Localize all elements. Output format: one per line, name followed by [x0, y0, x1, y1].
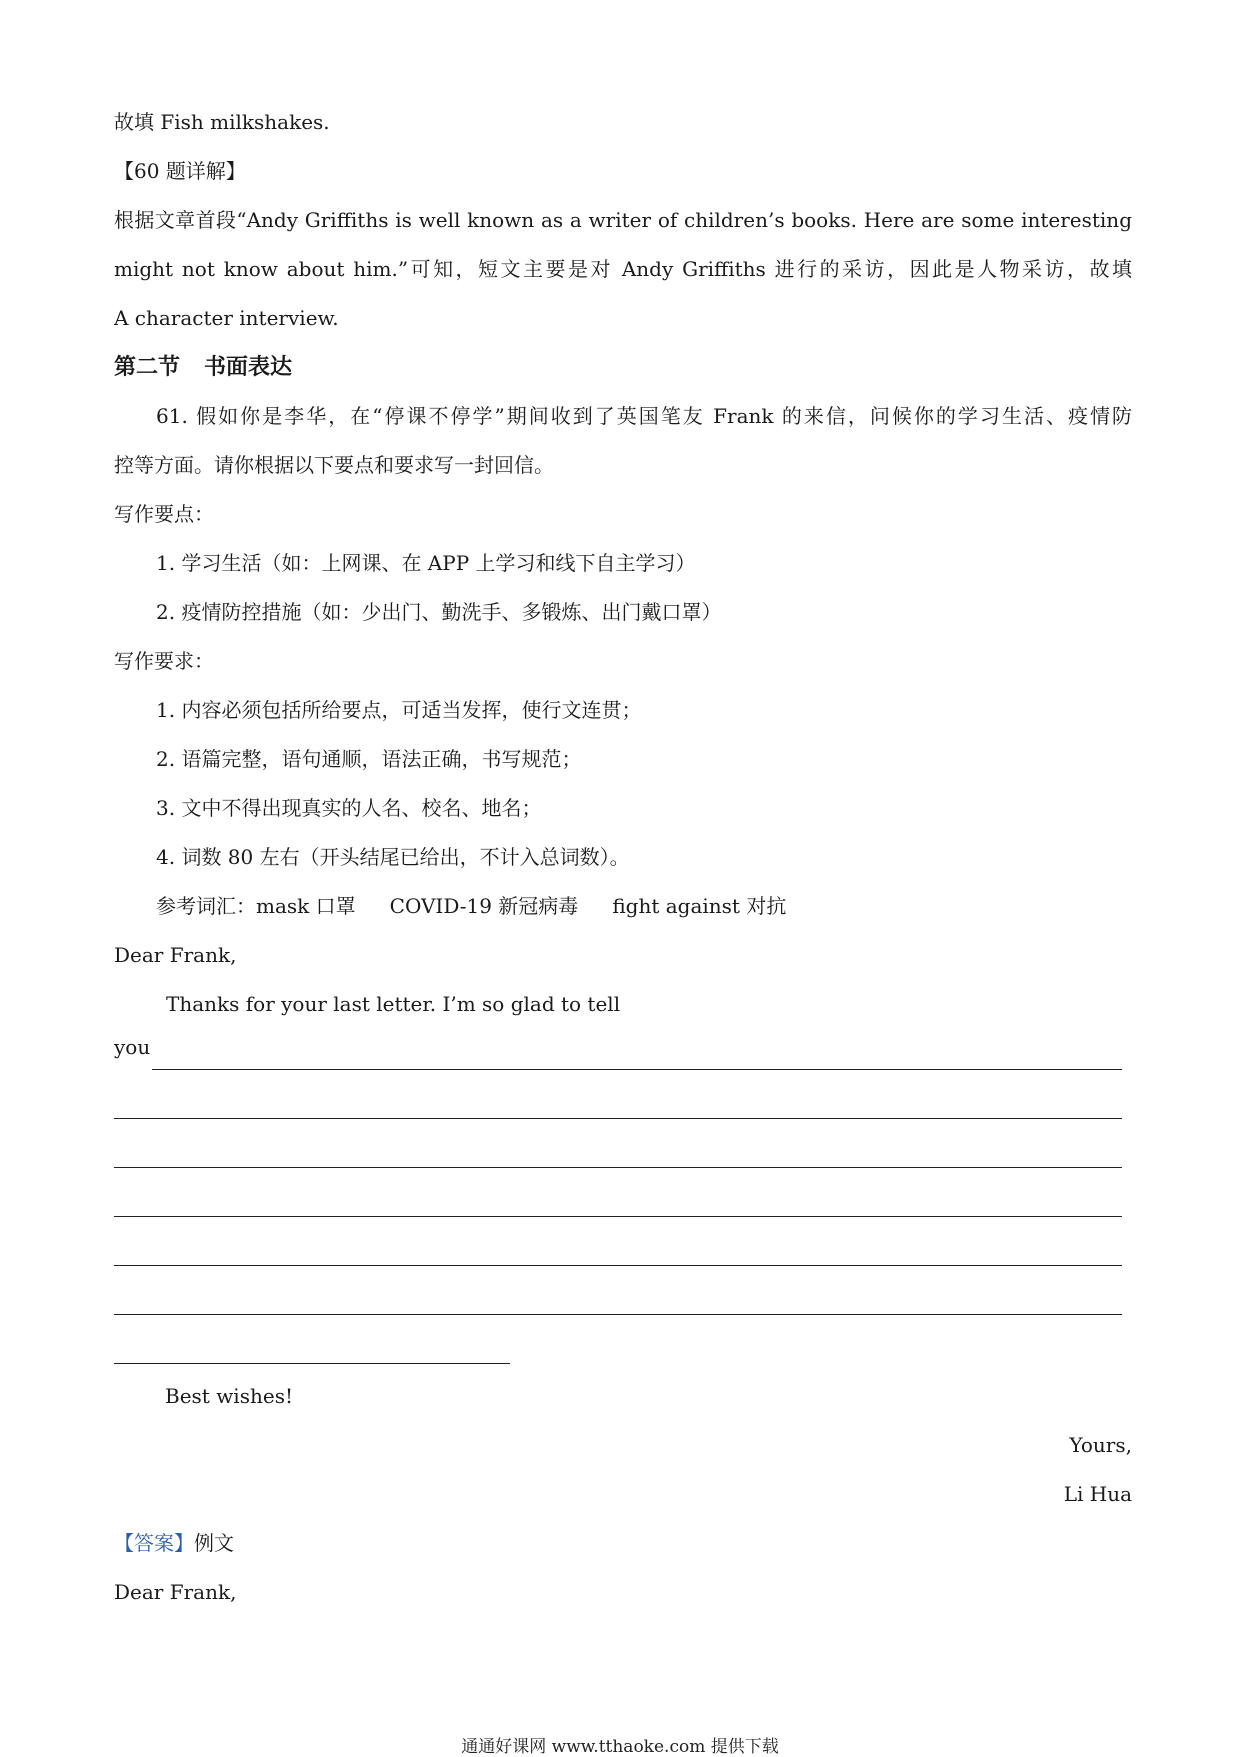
vocab-item-covid: COVID-19 新冠病毒 — [389, 894, 579, 918]
section-title: 书面表达 — [204, 354, 293, 380]
letter-closing: Best wishes! — [165, 1384, 293, 1408]
writing-line-7[interactable] — [114, 1323, 510, 1372]
blank-rule — [152, 1069, 1122, 1070]
answer-label: 例文 — [194, 1531, 234, 1555]
letter-opening: Thanks for your last letter. I’m so glad to tell — [166, 992, 621, 1016]
writing-line-1[interactable] — [114, 1029, 1132, 1078]
writing-requirements-label: 写作要求： — [114, 649, 214, 673]
writing-line-4[interactable] — [114, 1176, 1132, 1225]
blank-rule — [114, 1265, 1122, 1266]
blank-rule — [114, 1363, 510, 1364]
writing-line-5[interactable] — [114, 1225, 1132, 1274]
q60-explanation-line-3: A character interview. — [114, 306, 339, 330]
reference-vocabulary — [114, 882, 1132, 931]
writing-line-2[interactable] — [114, 1078, 1132, 1127]
letter-yours: Yours, — [1069, 1433, 1132, 1457]
section-heading — [114, 343, 1132, 392]
letter-you: you — [114, 1035, 151, 1059]
writing-point-1: 1. 学习生活（如：上网课、在 APP 上学习和线下自主学习） — [156, 551, 696, 575]
letter-signature: Li Hua — [1063, 1482, 1132, 1506]
writing-line-3[interactable] — [114, 1127, 1132, 1176]
vocab-item-fight-against: fight against 对抗 — [612, 894, 787, 918]
letter-salutation: Dear Frank, — [114, 943, 237, 967]
section-number: 第二节 — [114, 354, 181, 380]
document-page — [114, 98, 1132, 1617]
page-footer: 通通好课网 www.tthaoke.com 提供下载 — [461, 1737, 779, 1757]
task-prompt-line-1: 61. 假如你是李华，在“停课不停学”期间收到了英国笔友 Frank 的来信，问候你的学习生活、疫情防 — [156, 404, 1132, 428]
writing-point-2: 2. 疫情防控措施（如：少出门、勤洗手、多锻炼、出门戴口罩） — [156, 600, 722, 624]
blank-rule — [114, 1167, 1122, 1168]
q60-explanation-line-2: might not know about him.”可知，短文主要是对 Andy Griffiths 进行的采访，因此是人物采访，故填 — [114, 257, 1132, 281]
requirement-4: 4. 词数 80 左右（开头结尾已给出，不计入总词数）。 — [156, 845, 630, 869]
answer-heading — [114, 1519, 1132, 1568]
answer-tag: 【答案】 — [114, 1531, 194, 1555]
writing-points-label: 写作要点： — [114, 502, 214, 526]
task-prompt-line-2: 控等方面。请你根据以下要点和要求写一封回信。 — [114, 453, 554, 477]
sample-salutation: Dear Frank, — [114, 1580, 237, 1604]
blank-rule — [114, 1118, 1122, 1119]
answer-line-59: 故填 Fish milkshakes. — [114, 110, 330, 134]
q60-heading: 【60 题详解】 — [114, 159, 246, 183]
requirement-3: 3. 文中不得出现真实的人名、校名、地名； — [156, 796, 542, 820]
vocab-label: 参考词汇： — [156, 894, 256, 918]
q60-explanation-line-1: 根据文章首段“Andy Griffiths is well known as a writer of children’s books. Here are some interesting — [114, 208, 1132, 232]
requirement-2: 2. 语篇完整，语句通顺，语法正确，书写规范； — [156, 747, 582, 771]
blank-rule — [114, 1216, 1122, 1217]
requirement-1: 1. 内容必须包括所给要点，可适当发挥，使行文连贯； — [156, 698, 642, 722]
writing-line-6[interactable] — [114, 1274, 1132, 1323]
vocab-item-mask: mask 口罩 — [256, 894, 356, 918]
blank-rule — [114, 1314, 1122, 1315]
